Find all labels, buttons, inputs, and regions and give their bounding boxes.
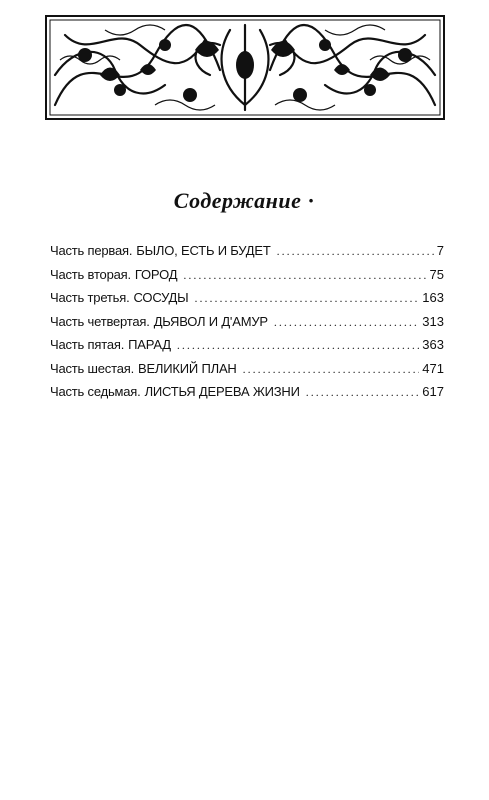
toc-page-number: 313 bbox=[422, 313, 444, 329]
toc-dot-leader bbox=[306, 385, 420, 400]
toc-heading: СОСУДЫ bbox=[133, 290, 189, 305]
toc-dot-leader bbox=[243, 362, 420, 377]
toc-page-number: 75 bbox=[429, 266, 444, 282]
toc-part-label: Часть шестая. bbox=[50, 360, 134, 376]
toc-page-number: 363 bbox=[422, 337, 444, 352]
toc-heading: ВЕЛИКИЙ ПЛАН bbox=[137, 360, 237, 376]
toc-dot-leader bbox=[274, 315, 419, 330]
toc-dot-leader bbox=[277, 244, 434, 259]
toc-entry[interactable] bbox=[50, 384, 444, 408]
toc-dot-leader bbox=[177, 338, 419, 353]
toc-entry[interactable] bbox=[50, 337, 444, 361]
toc-entry[interactable] bbox=[50, 314, 444, 338]
toc-heading: ПАРАД bbox=[128, 337, 171, 352]
toc-page-number: 163 bbox=[422, 290, 444, 305]
toc-page-number: 7 bbox=[436, 243, 444, 258]
toc-part-label: Часть первая. bbox=[50, 243, 133, 258]
toc-part-label: Часть вторая. bbox=[50, 266, 131, 282]
toc-entry[interactable] bbox=[50, 243, 444, 267]
floral-headpiece-ornament-icon bbox=[45, 15, 445, 120]
page-title bbox=[0, 188, 489, 214]
table-of-contents bbox=[50, 243, 444, 408]
title-mark: · bbox=[307, 188, 316, 213]
toc-page-number: 617 bbox=[422, 384, 444, 399]
toc-part-label: Часть седьмая. bbox=[50, 384, 141, 399]
toc-dot-leader bbox=[183, 268, 426, 283]
toc-part-label: Часть четвертая. bbox=[50, 313, 150, 329]
toc-heading: ЛИСТЬЯ ДЕРЕВА ЖИЗНИ bbox=[144, 384, 300, 399]
toc-entry[interactable] bbox=[50, 361, 444, 385]
toc-part-label: Часть третья. bbox=[50, 290, 130, 305]
toc-entry[interactable] bbox=[50, 267, 444, 291]
toc-heading: ГОРОД bbox=[134, 266, 178, 282]
toc-page-number: 471 bbox=[422, 360, 444, 376]
toc-dot-leader bbox=[194, 291, 419, 306]
toc-entry[interactable] bbox=[50, 290, 444, 314]
toc-heading: БЫЛО, ЕСТЬ И БУДЕТ bbox=[136, 243, 271, 258]
toc-part-label: Часть пятая. bbox=[50, 337, 125, 352]
toc-heading: ДЬЯВОЛ И Д'АМУР bbox=[153, 313, 268, 329]
page-title-text: Содержание bbox=[173, 188, 302, 213]
